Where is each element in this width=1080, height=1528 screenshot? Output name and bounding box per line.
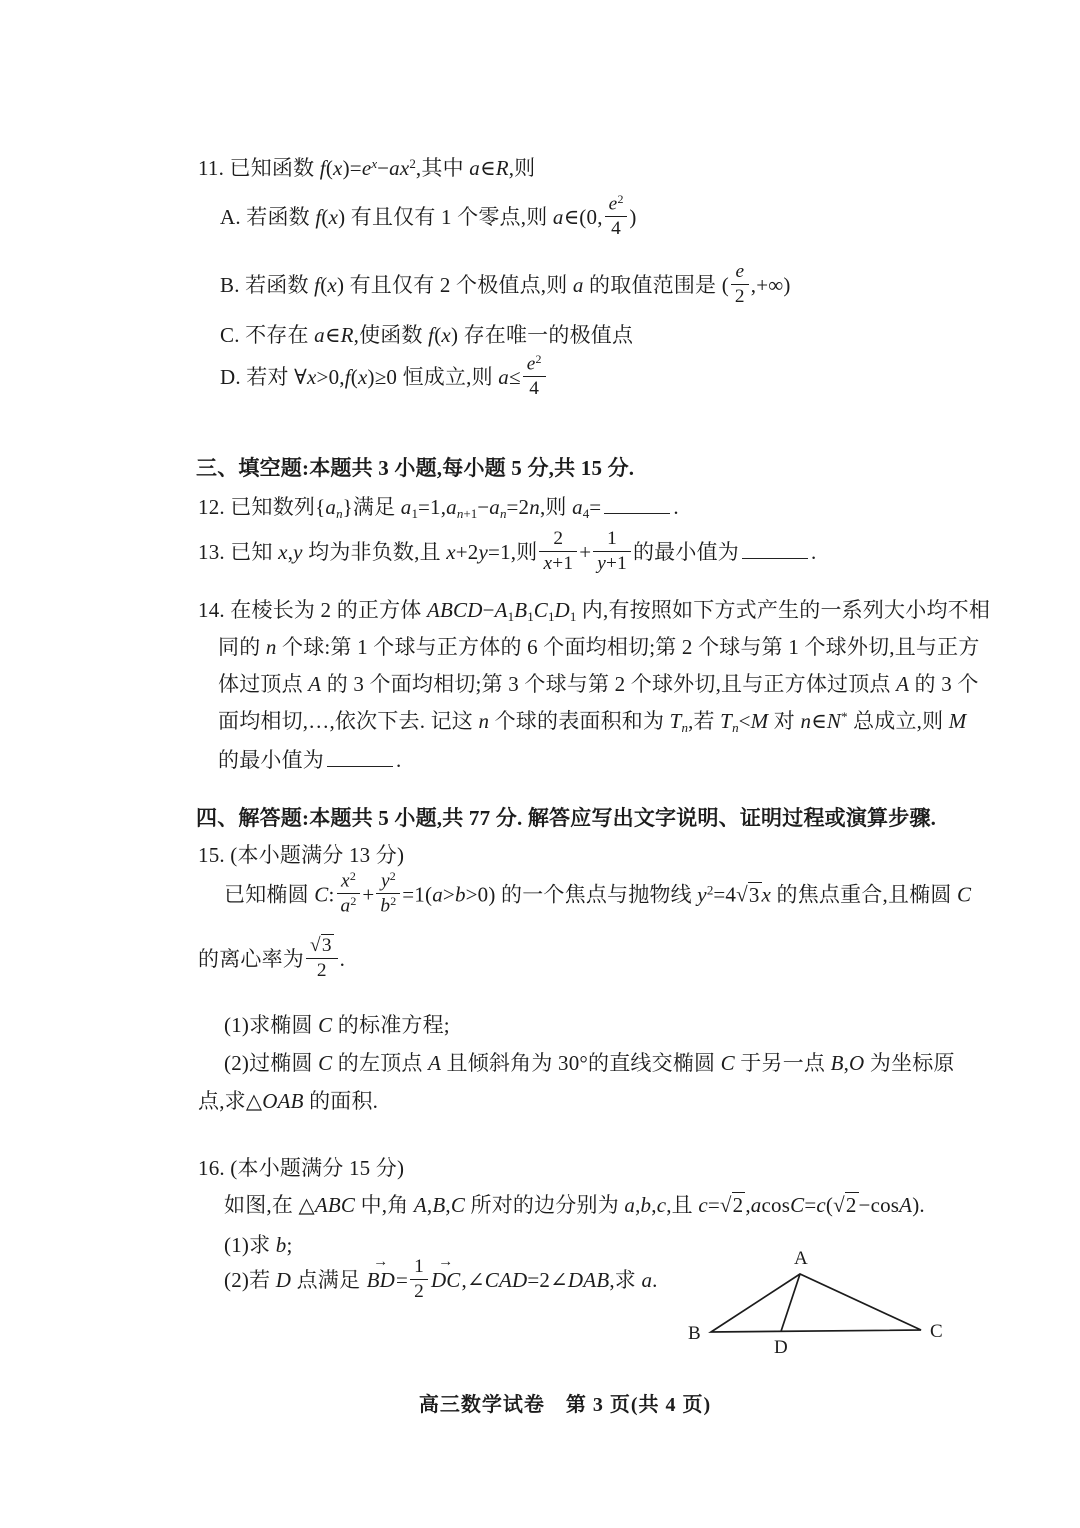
question-12: 12. 已知数列$\{a_n\}$满足 $a_1=1,a_{n+1}-a_n=2n$,则 $a_4=$ . <box>198 492 679 523</box>
question-14-line-5: 的最小值为 . <box>218 745 401 774</box>
question-16-part-1: (1)求 b; <box>224 1233 293 1257</box>
question-15-part-1: (1)求椭圆 C 的标准方程; <box>224 1013 450 1037</box>
question-16-part-2: (2)若 D 点满足 BD →= $\frac{1}{2}$ DC →,∠CAD=2∠DAB,求 a. <box>224 1259 658 1305</box>
question-14-line-1: 14. 在棱长为 2 的正方体 $ABCD-A_1B_1C_1D_1$ 内,有按照如下方式产生的一系列大小均不相 <box>198 598 991 624</box>
triangle-label-a: A <box>794 1248 808 1269</box>
question-11-option-a: A. 若函数 f(x) 有且仅有 1 个零点,则 a∈(0, $\frac{e^2}{4}$ ) <box>220 192 637 240</box>
triangle-abc <box>711 1274 921 1332</box>
triangle-label-b: B <box>688 1323 701 1344</box>
section-4-title: 四、解答题:本题共 5 小题,共 77 分. 解答应写出文字说明、证明过程或演算步骤. <box>196 806 937 830</box>
triangle-label-c: C <box>930 1321 943 1342</box>
blank-answer-field <box>742 537 808 559</box>
question-15-line-1: 已知椭圆 C: $\frac{x^2}{a^2}$ + $\frac{y^2}{b^2}$ =1(a>b>0) 的一个焦点与抛物线 $y^2=4√3x$ 的焦点重合,且椭圆 C <box>224 869 972 917</box>
question-15-part-2b: 点,求△OAB 的面积. <box>198 1089 379 1113</box>
question-16-head: 16. (本小题满分 15 分) <box>198 1156 405 1180</box>
blank-answer-field <box>604 492 670 514</box>
question-14-line-2: 同的 n 个球:第 1 个球与正方体的 6 个面均相切;第 2 个球与第 1 个球外切,且与正方 <box>218 635 980 659</box>
question-11-option-d: D. 若对 ∀x>0,f(x)≥0 恒成立,则 a≤ $\frac{e^2}{4}$ <box>220 356 548 403</box>
question-14-line-4: 面均相切,…,依次下去. 记这 n 个球的表面积和为 $T_n$,若 $T_n<M$ 对 n∈N* 总成立,则 M <box>218 708 967 735</box>
triangle-label-d: D <box>774 1337 788 1358</box>
question-15-part-2a: (2)过椭圆 C 的左顶点 A 且倾斜角为 30°的直线交椭圆 C 于另一点 B,O 为坐标原 <box>224 1051 955 1075</box>
question-11-option-b: B. 若函数 f(x) 有且仅有 2 个极值点,则 a 的取值范围是 ( $\frac{e}{2}$ ,+∞) <box>220 261 791 307</box>
question-16-line-1: 如图,在 △ABC 中,角 A,B,C 所对的边分别为 a,b,c,且 c=√2,acosC=c(√2−cosA). <box>224 1193 925 1217</box>
question-13: 13. 已知 x,y 均为非负数,且 x+2y=1,则 $\frac{2}{x+1}$ + $\frac{1}{y+1}$ 的最小值为 . <box>198 528 817 574</box>
triangle-diagram <box>678 1240 958 1365</box>
section-3-title: 三、填空题:本题共 3 小题,每小题 5 分,共 15 分. <box>196 456 635 480</box>
page-footer: 高三数学试卷 第 3 页(共 4 页) <box>418 1394 712 1416</box>
question-11-stem: 11. 已知函数 $f(x)=e^x-ax^2$,其中 a∈R,则 <box>198 155 536 180</box>
question-15-head: 15. (本小题满分 13 分) <box>198 843 405 867</box>
question-11-option-c: C. 不存在 a∈R,使函数 f(x) 存在唯一的极值点 <box>220 323 634 347</box>
cevian-ad <box>781 1274 800 1331</box>
question-15-line-2: 的离心率为 $\frac{√3}{2}$ . <box>198 935 346 981</box>
question-14-line-3: 体过顶点 A 的 3 个面均相切;第 3 个球与第 2 个球外切,且与正方体过顶点 A 的 3 个 <box>218 672 979 696</box>
blank-answer-field <box>327 745 393 767</box>
